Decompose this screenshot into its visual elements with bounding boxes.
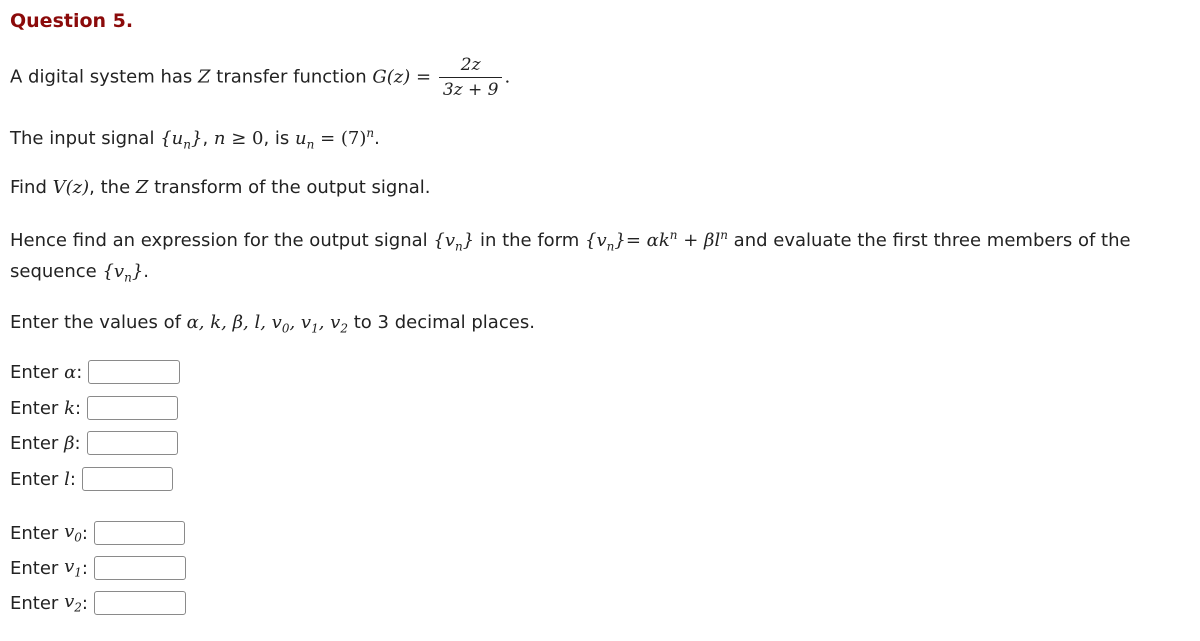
question-title: Question 5. [10,10,134,32]
intro-line: A digital system has Z transfer function G(z) = $\frac{2z}{3z + 9}$ . [10,55,511,100]
sequence-line: sequence $\{v_n\}$. [10,261,150,285]
field-l: Enter l : [10,467,173,491]
field-v1: Enter $v_1$ : [10,556,186,580]
hence-line: Hence find an expression for the output signal $\{v_n\}$ in the form $\{v_n\}= \alpha k^n + \beta l^n$ and evaluate the first three members of the [10,228,1131,254]
k-input[interactable] [87,396,178,420]
l-input[interactable] [82,467,173,491]
v1-input[interactable] [94,556,186,580]
instructions-line: Enter the values of α, k, β, l, $v_0$, $v_1$, $v_2$ to 3 decimal places. [10,312,535,336]
field-alpha: Enter α : [10,360,180,384]
field-v0: Enter $v_0$ : [10,521,185,545]
transfer-function-label: G(z) = [372,66,432,88]
v2-input[interactable] [94,591,186,615]
field-k: Enter k : [10,396,178,420]
beta-input[interactable] [87,431,178,455]
alpha-input[interactable] [88,360,180,384]
transfer-function-fraction: $\frac{2z}{3z + 9}$ [439,55,503,100]
find-line: Find V(z), the Z transform of the output signal. [10,177,431,198]
input-signal-line: The input signal $\{u_n\}$, n ≥ 0, is $u_n = (7)^n$. [10,126,380,152]
field-beta: Enter β : [10,431,178,455]
v0-input[interactable] [94,521,185,545]
field-v2: Enter $v_2$ : [10,591,186,615]
